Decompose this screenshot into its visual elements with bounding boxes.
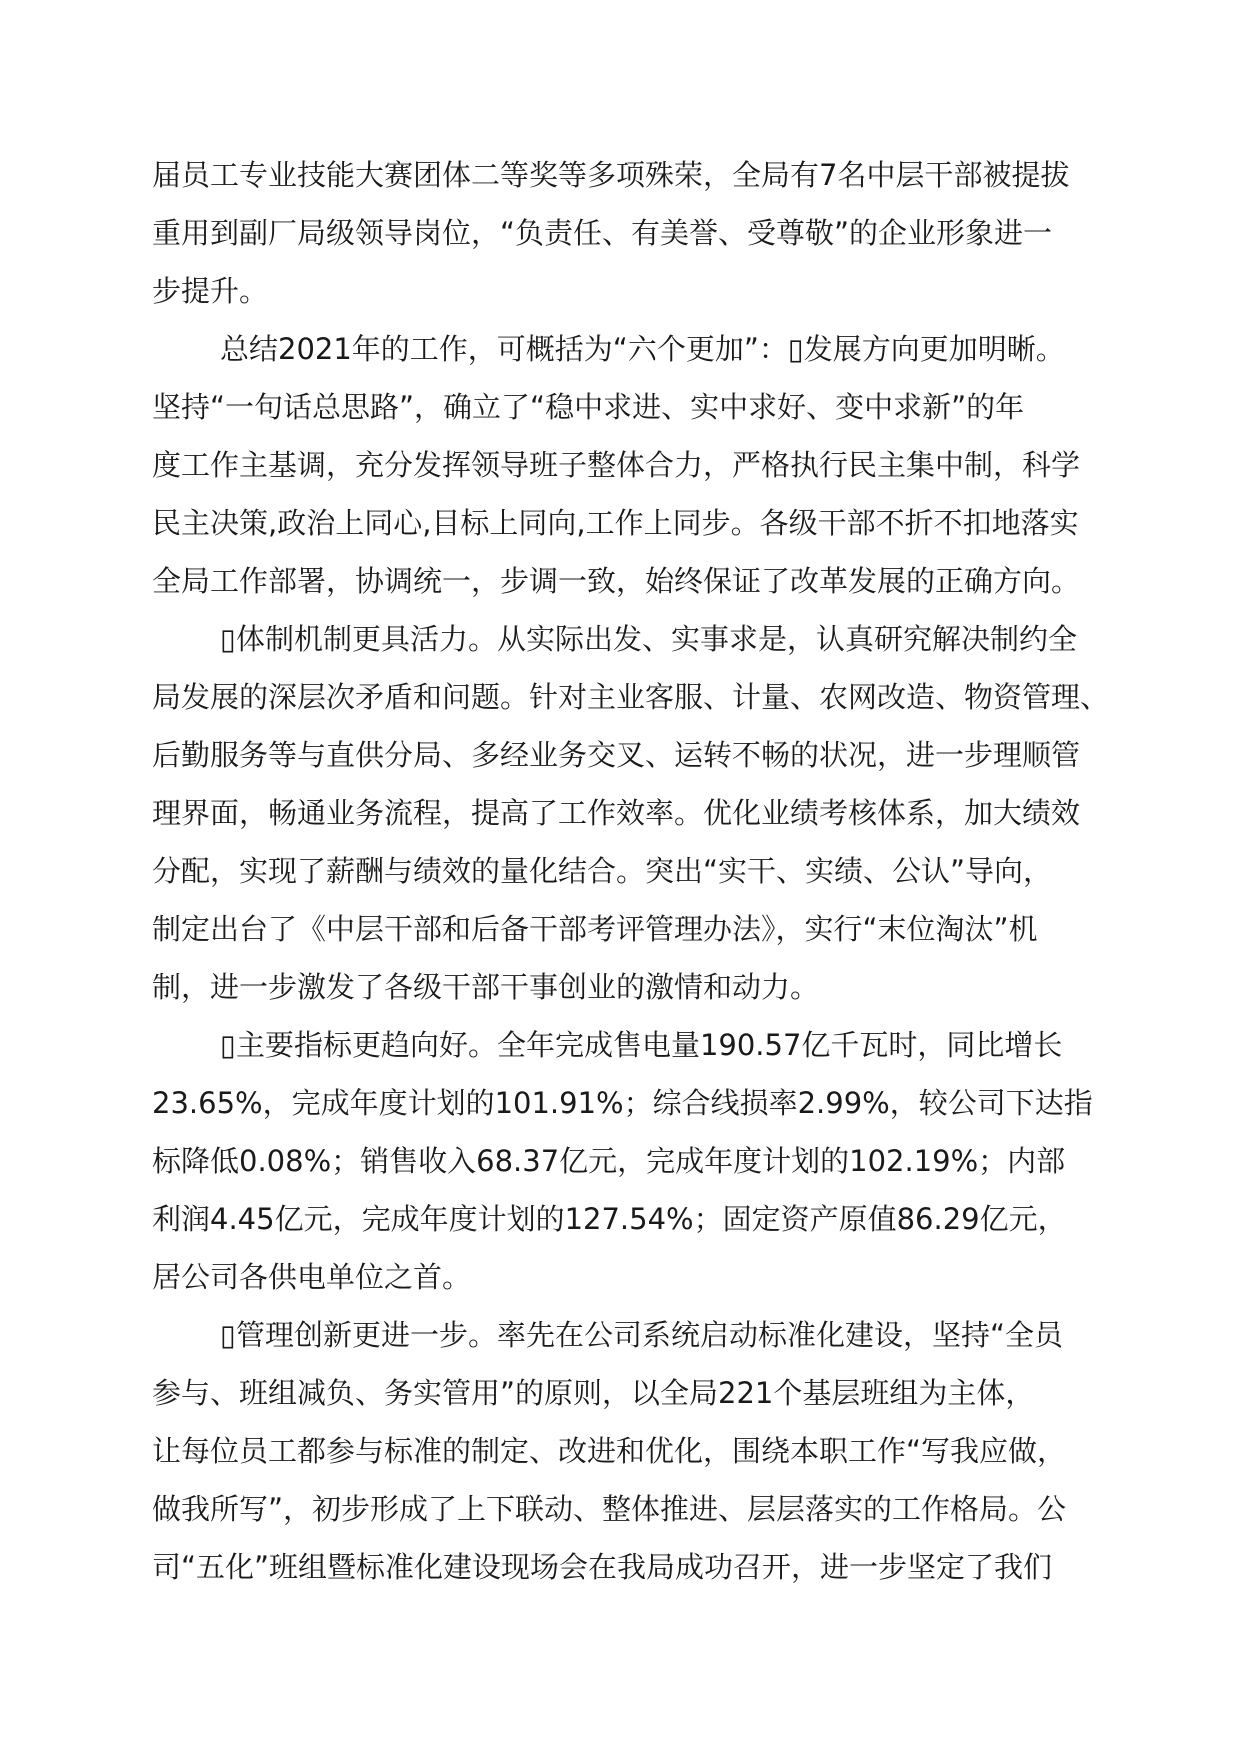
text-line: 全局工作部署，协调统一，步调一致，始终保证了改革发展的正确方向。 [152,564,1081,598]
text-line: 23.65%，完成年度计划的101.91%；综合线损率2.99%，较公司下达指 [152,1086,1093,1120]
paragraph-3 [152,610,1110,1016]
paragraph-4 [152,1016,1097,1306]
text-line: 民主决策,政治上同心,目标上同向,工作上同步。各级干部不折不扣地落实 [152,506,1079,540]
text-line: 利润4.45亿元，完成年度计划的127.54%；固定资产原值86.29亿元， [152,1202,1067,1236]
text-line: 制，进一步激发了各级干部干事创业的激情和动力。 [152,970,820,1004]
paragraph-5 [152,1306,1097,1596]
text-line: 标降低0.08%；销售收入68.37亿元，完成年度计划的102.19%；内部 [152,1144,1066,1178]
text-line: 参与、班组减负、务实管用”的原则，以全局221个基层班组为主体， [152,1376,1035,1410]
text-line: 司“五化”班组暨标准化建设现场会在我局成功召开，进一步坚定了我们 [152,1550,1053,1584]
text-line: 步提升。 [152,274,269,308]
text-line: ▯管理创新更进一步。率先在公司系统启动标准化建设，坚持“全员 [220,1318,1063,1352]
text-line: ▯主要指标更趋向好。全年完成售电量190.57亿千瓦时，同比增长 [220,1028,1063,1062]
text-line: 居公司各供电单位之首。 [152,1260,472,1294]
text-line: 度工作主基调，充分发挥领导班子整体合力，严格执行民主集中制，科学 [152,448,1081,482]
text-line: 让每位员工都参与标准的制定、改进和优化，围绕本职工作“写我应做， [152,1434,1067,1468]
text-line: 坚持“一句话总思路”，确立了“稳中求进、实中求好、变中求新”的年 [152,390,1025,424]
text-line: 分配，实现了薪酬与绩效的量化结合。突出“实干、实绩、公认”导向， [152,854,1053,888]
text-line: 重用到副厂局级领导岗位，“负责任、有美誉、受尊敬”的企业形象进一 [152,216,1053,250]
paragraph-1 [152,146,1097,320]
text-line: 总结2021年的工作，可概括为“六个更加”：▯发展方向更加明晰。 [220,332,1065,366]
text-line: 制定出台了《中层干部和后备干部考评管理办法》，实行“末位淘汰”机 [152,912,1038,946]
text-line: 后勤服务等与直供分局、多经业务交叉、运转不畅的状况，进一步理顺管 [152,738,1081,772]
text-line: 局发展的深层次矛盾和问题。针对主业客服、计量、农网改造、物资管理、 [152,680,1110,714]
text-line: ▯体制机制更具活力。从实际出发、实事求是，认真研究解决制约全 [220,622,1077,656]
text-line: 做我所写”，初步形成了上下联动、整体推进、层层落实的工作格局。公 [152,1492,1067,1526]
document-page [152,146,1110,1596]
text-line: 理界面，畅通业务流程，提高了工作效率。优化业绩考核体系，加大绩效 [152,796,1081,830]
text-line: 届员工专业技能大赛团体二等奖等多项殊荣，全局有7名中层干部被提拔 [152,158,1070,192]
paragraph-2 [152,320,1097,610]
